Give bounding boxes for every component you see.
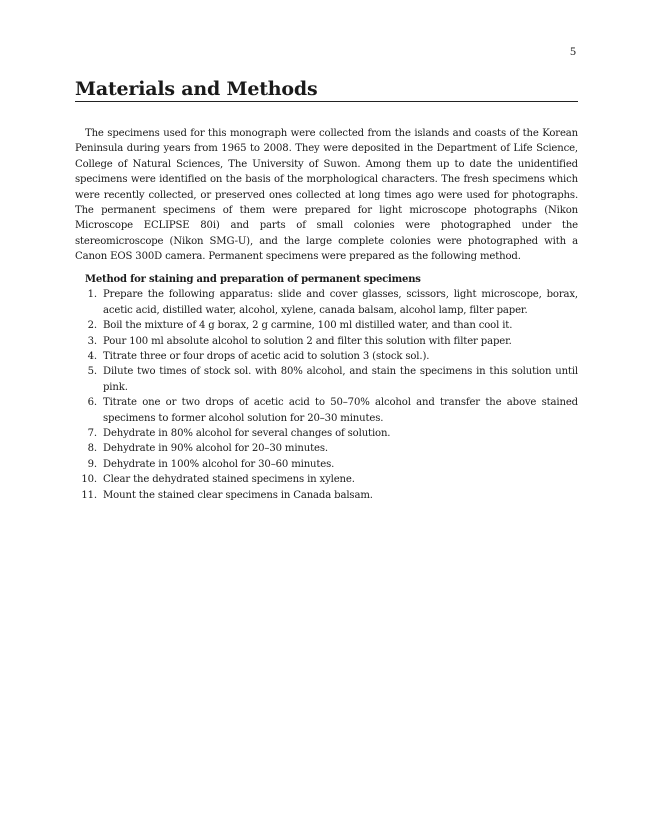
step-text: Mount the stained clear specimens in Canada balsam. bbox=[103, 489, 373, 501]
step-number: 8. bbox=[87, 443, 97, 455]
step-number: 10. bbox=[81, 474, 97, 486]
step-text: Titrate one or two drops of acetic acid to 50–70% alcohol and transfer the above stained specimens to former alcohol solution for 20–30 minutes. bbox=[103, 397, 578, 424]
section-title: Materials and Methods bbox=[75, 78, 578, 102]
step-text: Dilute two times of stock sol. with 80% alcohol, and stain the specimens in this solution until pink. bbox=[103, 366, 578, 393]
intro-paragraph: The specimens used for this monograph were collected from the islands and coasts of the Korean Peninsula during years from 1965 to 2008. They were deposited in the Department of Life Science, College of Natural Sciences, The University of Suwon. Among them up to date the unidentified specimens were identified on the basis of the morphological characters. The fresh specimens which were recently collected, or preserved ones collected at long times ago were used for photographs. The permanent specimens of them were prepared for light microscope photographs (Nikon Microscope ECLIPSE 80i) and parts of small colonies were photographed under the stereomicroscope (Nikon SMG-U), and the large complete colonies were photographed with a Canon EOS 300D camera. Permanent specimens were prepared as the following method. bbox=[75, 128, 578, 263]
step-number: 4. bbox=[87, 351, 97, 363]
step-text: Clear the dehydrated stained specimens in xylene. bbox=[103, 474, 355, 486]
method-step bbox=[75, 395, 578, 426]
step-number: 7. bbox=[87, 428, 97, 440]
step-text: Dehydrate in 100% alcohol for 30–60 minutes. bbox=[103, 458, 335, 470]
step-text: Pour 100 ml absolute alcohol to solution 2 and filter this solution with filter paper. bbox=[103, 335, 512, 347]
method-step bbox=[75, 441, 578, 456]
step-text: Boil the mixture of 4 g borax, 2 g carmine, 100 ml distilled water, and than cool it. bbox=[103, 320, 513, 332]
method-step bbox=[75, 318, 578, 333]
step-number: 2. bbox=[87, 320, 97, 332]
method-section bbox=[75, 272, 578, 503]
step-number: 5. bbox=[87, 366, 97, 378]
method-step bbox=[75, 364, 578, 395]
step-number: 3. bbox=[87, 335, 97, 347]
step-number: 1. bbox=[87, 289, 97, 301]
page-number: 5 bbox=[570, 44, 576, 58]
step-text: Dehydrate in 90% alcohol for 20–30 minutes. bbox=[103, 443, 328, 455]
method-step bbox=[75, 472, 578, 487]
method-step bbox=[75, 426, 578, 441]
method-step bbox=[75, 457, 578, 472]
method-step bbox=[75, 334, 578, 349]
step-number: 6. bbox=[87, 397, 97, 409]
step-text: Prepare the following apparatus: slide and cover glasses, scissors, light microscope, borax, acetic acid, distilled water, alcohol, xylene, canada balsam, alcohol lamp, filter paper. bbox=[103, 289, 578, 316]
step-number: 9. bbox=[87, 458, 97, 470]
method-steps-list bbox=[75, 287, 578, 503]
step-number: 11. bbox=[81, 489, 97, 501]
method-step bbox=[75, 349, 578, 364]
method-heading: Method for staining and preparation of permanent specimens bbox=[85, 274, 421, 285]
method-step bbox=[75, 287, 578, 318]
step-text: Dehydrate in 80% alcohol for several changes of solution. bbox=[103, 428, 391, 440]
step-text: Titrate three or four drops of acetic acid to solution 3 (stock sol.). bbox=[103, 351, 430, 363]
method-step bbox=[75, 488, 578, 503]
